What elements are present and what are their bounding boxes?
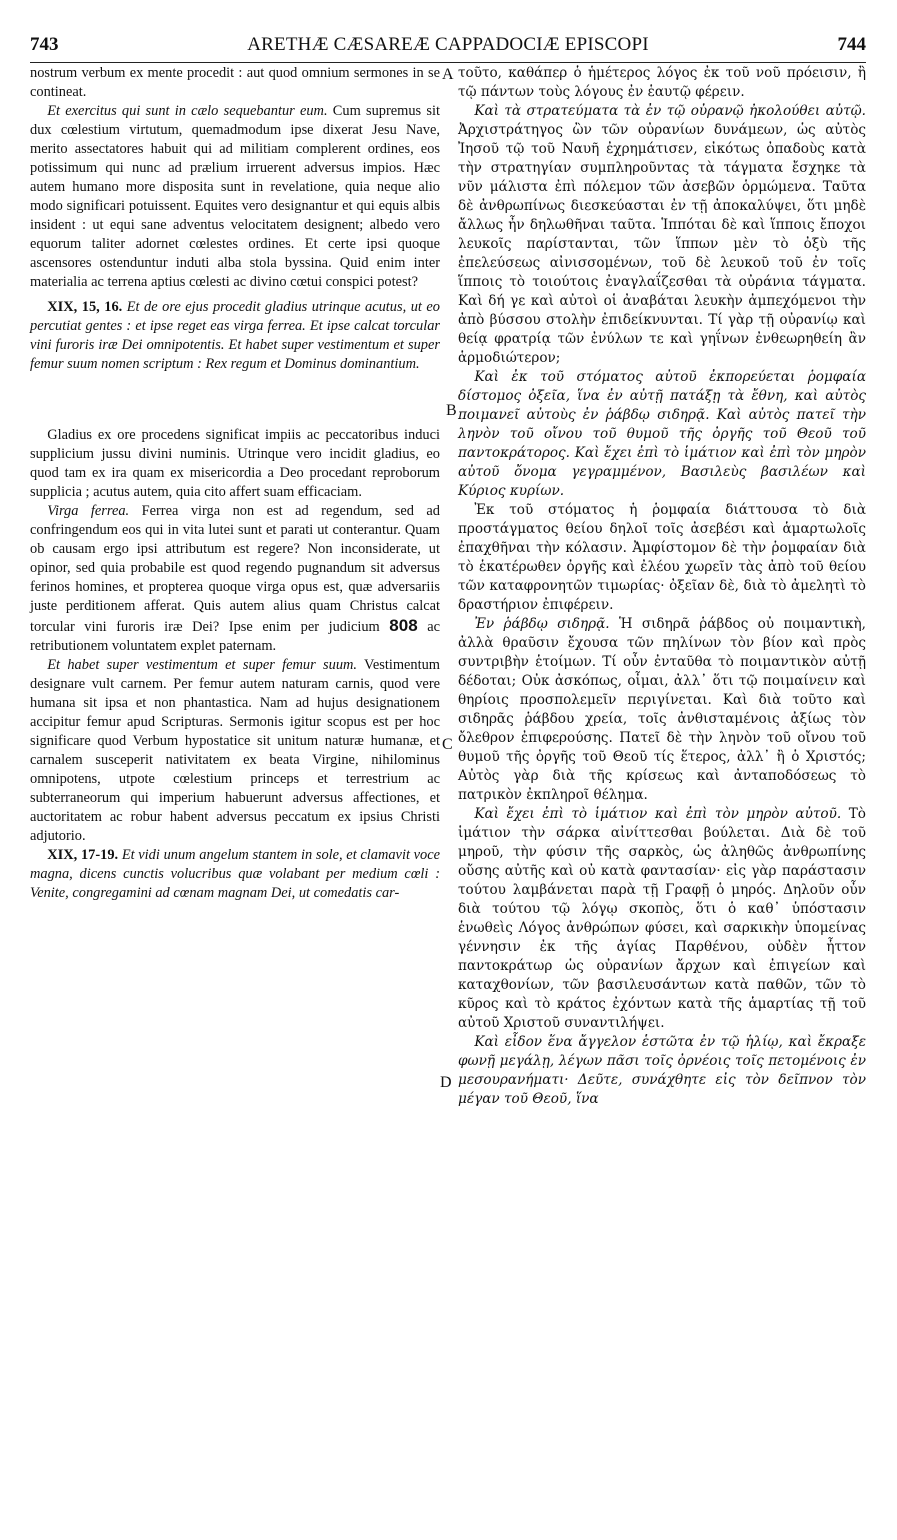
latin-text: Cum supremus sit dux cœlestium virtutum, quemadmodum ipse dixerat Jesu Nave, merito assectatores habuit qui ad militiam complerent ordines, eos potissimum qui nunc ad prælium irruerent adversus impios. Hæc autem humano more disposita sunt in revelatione, quia neque alio modo significari potuissent. Equites vero designantur et qui equis albis insident : ut equi sane adventus velocitatem designent; albedo vero equorum taliter adornet cœlestes ordines. Et certe ipsi quoque ascensores ostenduntur induti alba stola byssina. Quid enim inter materialia ac terrena aptius cœlesti ac divino cœtui conspici potest? [30,103,440,290]
section-marker-d: D [440,1074,452,1091]
greek-text: Ἀρχιστράτηγος ὢν τῶν οὐρανίων δυνάμεων, ὡς αὐτὸς Ἰησοῦ τῷ τοῦ Ναυῆ ἐχρημάτισεν, εἰκότως ὀπαδοὺς κατὰ τὴν στρατηγίαν συμπληροῦντας τὰ τάγματα ἔσχηκε τὰ νῦν μάλιστα ἐπὶ πόλεμον τῶν ἀσεβῶν ὁρμώμενα. Ταῦτα δὲ ἀνθρωπίνως διεσκεύασται ἐν τῇ ἀποκαλύψει, ὅτι μηδὲ ἄλλως ἦν δηλωθῆναι ταῦτα. Ἱππόται δὲ καὶ ἵπποις ἔποχοι λευκοῖς παρίστανται, τῶν ἵππων μὲν τὸ ὀξὺ τῆς ἐπελεύσεως αἰνισσομένων, τοῦ δὲ λευκοῦ τοῦ ἐν τοῖς ἵπποις τὸ τοιούτοις ἐναγλαΐζεσθαι τὰ οὐράνια τάγματα. Καὶ δή γε καὶ αὐτοὶ οἱ ἀναβάται λευκὴν ἀμπεχόμενοι τὴν ἀπὸ βύσσου στολὴν ἐπιδείκνυνται. Τί γὰρ τῇ οὐρανίῳ καὶ θείᾳ φρατρίᾳ τῶν ἐνύλων τε καὶ γηΐνων ἐνθεωρηθείη ἂν ἁρμοδιώτερον; [458,122,866,366]
section-marker-b: B [446,402,457,419]
section-marker-a: A [442,66,454,83]
greek-verse-block: Καὶ εἶδον ἕνα ἄγγελον ἑστῶτα ἐν τῷ ἡλίῳ, καὶ ἔκραξε φωνῇ μεγάλῃ, λέγων πᾶσι τοῖς ὀρνέοις τοῖς πετομένοις ἐν μεσουρανήματι· Δεῦτε, συνάχθητε εἰς τὸν δεῖπνον τὸν μέγαν τοῦ Θεοῦ, ἵνα [458,1034,866,1107]
column-number-808: 808 [389,616,418,635]
spacer [30,374,440,426]
latin-paragraph: Gladius ex ore procedens significat impiis ac peccatoribus induci supplicium jussu divini numinis. Utrinque vero incidit gladius, eo quod tam ex ira quam ex misericordia a Deo procedant reproborum supplicia ; acutus autem, quia cito affert suam efficaciam. [30,427,440,500]
latin-paragraph [30,502,440,656]
latin-text: ac retributionem voluntatem explet paternam. [30,619,440,654]
greek-paragraph [458,102,866,368]
greek-column [458,64,866,1109]
latin-text: Vestimentum designare vult carnem. Per femur autem naturam carnis, quod vere humana sit ipsa et non phantastica. Nam ad hujus designationem accipitur femur apud Scripturas. Sermonis igitur scopus est per hoc significare quod Verbum hypostatice sit unitum naturæ humanæ, et carnalem susceperit nativitatem ex beata Virgine, nihilominus omnipotens, utpote cœlestium princeps et terrestrium ac subterraneorum qui imperium habuerunt adversus affectiones, et auctoritatem ac robur habent adversus peccatum ex ipsius Christi adjutorio. [30,657,441,844]
latin-lemma: Et exercitus qui sunt in cælo sequebantur eum. [47,103,328,119]
left-page-number: 743 [30,34,59,55]
greek-paragraph: τοῦτο, καθάπερ ὁ ἡμέτερος λόγος ἐκ τοῦ νοῦ πρόεισιν, ἢ τῷ πάντων τοὺς λόγους ἐν ἑαυτῷ φέρειν. [458,65,866,100]
latin-text: Ferrea virga non est ad regendum, sed ad confringendum eos qui in vita lutei sunt et parati ut conterantur. Quam ob causam ergo ipsi attributum est regere? Non inconsiderate, ut opinor, sed quia probabile est quod regendo pugnandum sit adversus ferinos homines, et propterea quoque virga opus est, quæ adversariis juste perditionem afferat. Quis autem alius quam Christus calcat torcular vini furoris iræ Dei? Ipse enim per judicium [30,503,440,635]
header-rule [30,62,866,63]
latin-lemma: Et habet super vestimentum et super femur suum. [47,657,358,673]
greek-paragraph [458,805,866,1033]
running-title: ARETHÆ CÆSAREÆ CAPPADOCIÆ EPISCOPI [247,34,649,55]
latin-paragraph: nostrum verbum ex mente procedit : aut quod omnium sermones in se contineat. [30,65,440,100]
greek-lemma: Ἐν ῥάβδῳ σιδηρᾷ. [474,616,610,632]
running-header [30,34,866,60]
latin-paragraph [30,656,440,846]
latin-verse-text: Et vidi unum angelum stantem in sole, et clamavit voce magna, dicens cunctis volucribus quæ volabant per medium cœli : Venite, congregamini ad cœnam magnam Dei, ut comedatis car- [30,847,440,901]
latin-verse-text: Et de ore ejus procedit gladius utrinque acutus, ut eo percutiat gentes : et ipse reget eas virga ferrea. Et ipse calcat torcular vini furoris iræ Dei omnipotentis. Et habet super vestimentum et super femur suum nomen scriptum : Rex regum et Dominus dominantium. [30,299,440,372]
latin-verse-block [30,298,440,374]
latin-column [30,64,440,903]
latin-paragraph [30,102,440,292]
latin-verse-reference: XIX, 15, 16. [47,299,123,315]
greek-text: Ἡ σιδηρᾶ ῥάβδος οὐ ποιμαντικὴ, ἀλλὰ θραῦσιν ἔχουσα τῶν πηλίνων τὸν βίον καὶ πρὸς συντριβὴν ἑτοίμων. Τί οὖν ἐνταῦθα τὸ ποιμαντικὸν αὐτῇ δέδοται; Οὐκ ἀσκόπως, οἶμαι, ἀλλ᾽ ὅτι τῷ ποιμαίνειν καὶ θηρίοις προσπολεμεῖν περιγίνεται. Καὶ διὰ τοῦτο καὶ σιδηρᾶς ῥάβδου χρεία, τοῖς ἀνθισταμένοις ἀξίως τὸν ὄλεθρον ἐπιφερούσης. Πατεῖ δὲ τὴν ληνὸν τοῦ οἴνου τοῦ θυμοῦ τῆς ὀργῆς τοῦ Θεοῦ τίς ἕτερος, ἀλλ᾽ ἢ ὁ Χριστός; Αὐτὸς γὰρ διὰ τῆς κρίσεως καὶ ἀνταποδόσεως τὸ πατρικὸν ἐκπληροῖ θέλημα. [458,616,867,803]
greek-paragraph [458,615,866,805]
latin-verse-block [30,846,440,903]
section-marker-c: C [442,736,453,753]
latin-lemma: Virga ferrea. [47,503,130,519]
greek-lemma: Καὶ τὰ στρατεύματα τὰ ἐν τῷ οὐρανῷ ἠκολούθει αὐτῷ. [474,103,866,119]
greek-paragraph: Ἐκ τοῦ στόματος ἡ ῥομφαία διάττουσα τὸ διὰ προστάγματος θείου δηλοῖ τοῖς ἀσεβέσι καὶ ἁμαρτωλοῖς ἐπαχθῆναι τὴν κόλασιν. Ἀμφίστομον δὲ τὴν ῥομφαίαν διὰ τὸ ἑκατέρωθεν ὀργῆς καὶ ἐλέου χωρεῖν τὰς ἀπὸ τοῦ θείου τῶν καταφρονητῶν τιμωρίας· ὀξεῖαν δὲ, διὰ τὸ ἀμελητὶ τὸ δραστήριον ἐπιφέρειν. [458,502,866,613]
greek-lemma: Καὶ ἔχει ἐπὶ τὸ ἱμάτιον καὶ ἐπὶ τὸν μηρὸν αὐτοῦ. [474,806,842,822]
latin-verse-reference: XIX, 17-19. [47,847,119,863]
greek-text: Τὸ ἱμάτιον τὴν σάρκα αἰνίττεσθαι βούλεται. Διὰ δὲ τοῦ μηροῦ, τὴν φύσιν τῆς σαρκὸς, ὡς ἀληθῶς ἀνθρωπίνης οὔσης αὐτῆς καὶ οὐ κατὰ φαντασίαν· εἰς γὰρ παράστασιν τούτου λαμβάνεται παρὰ τῇ Γραφῇ ὁ μηρός. Δηλοῦν οὖν διὰ τούτου τῷ λόγῳ σκοπὸς, ὅτι ὁ καθ᾽ ὑπόστασιν ἑνωθεὶς Λόγος ἀνθρώπων φύσει, καὶ σαρκικὴν ὑπομείνας γέννησιν ἐκ τῆς ἁγίας Παρθένου, οὐδὲν ἧττον παντοκράτωρ ὡς οὐρανίων ἄρχων καὶ ἐπιγείων καὶ καταχθονίων, τῶν βασιλευσάντων κατὰ παθῶν, τῶν τὸ κῦρος καὶ τὸ κράτος ἐχόντων κατὰ τῆς ἁμαρτίας τῇ τοῦ αὐτοῦ Χριστοῦ συναντιλήψει. [458,806,866,1031]
greek-verse-block: Καὶ ἐκ τοῦ στόματος αὐτοῦ ἐκπορεύεται ῥομφαία δίστομος ὀξεῖα, ἵνα ἐν αὐτῇ πατάξῃ τὰ ἔθνη, καὶ αὐτὸς ποιμανεῖ αὐτοὺς ἐν ῥάβδῳ σιδηρᾷ. Καὶ αὐτὸς πατεῖ τὴν ληνὸν τοῦ οἴνου τοῦ θυμοῦ τῆς ὀργῆς τοῦ Θεοῦ τοῦ παντοκράτορος. Καὶ ἔχει ἐπὶ τὸ ἱμάτιον καὶ ἐπὶ τὸν μηρὸν αὐτοῦ ὄνομα γεγραμμένον, Βασιλεὺς βασιλέων καὶ Κύριος κυρίων. [458,369,866,499]
right-page-number: 744 [837,34,866,55]
